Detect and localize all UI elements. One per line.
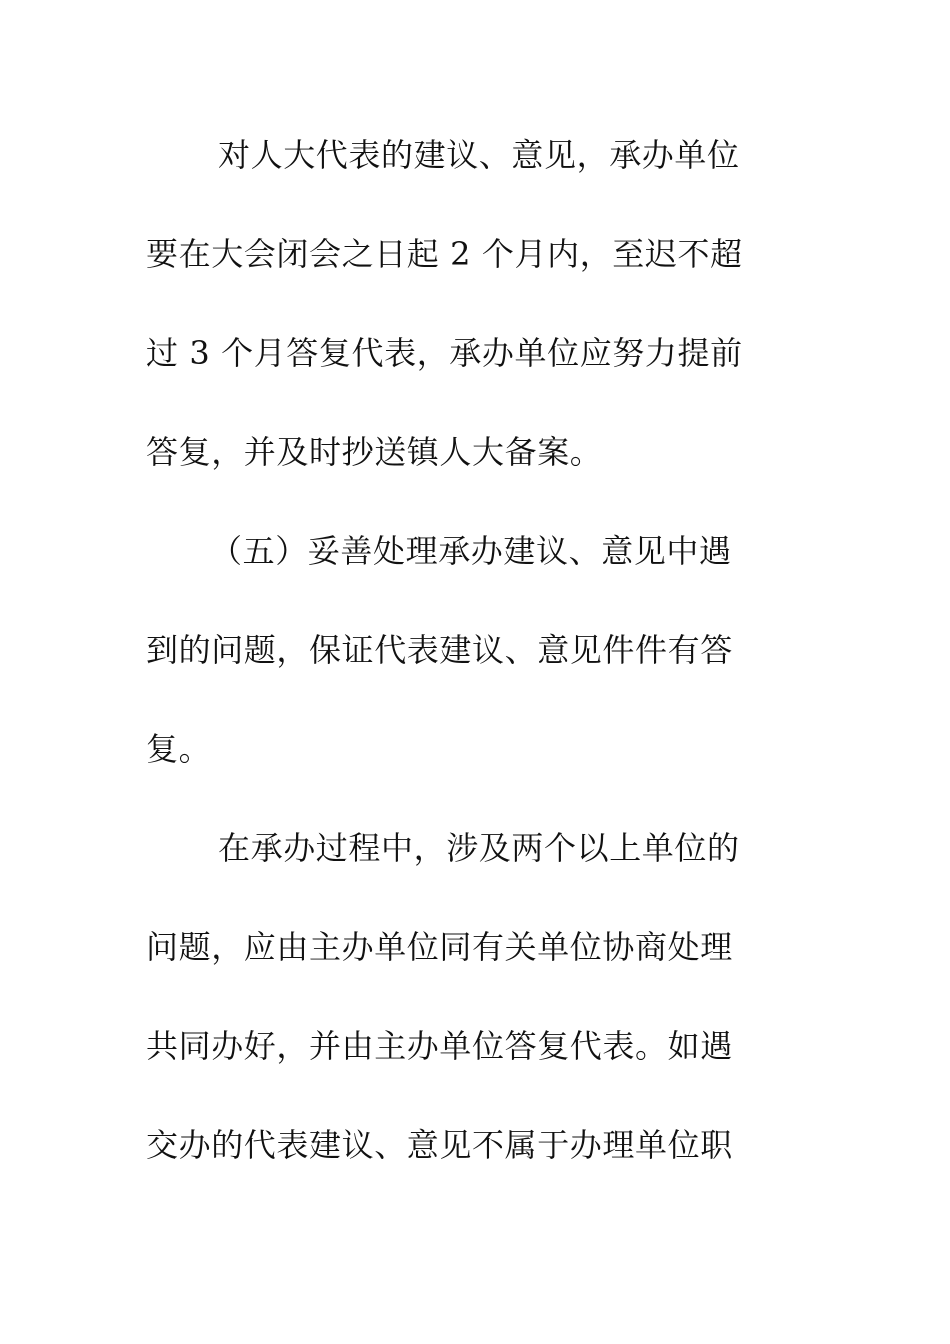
paragraph-line: 对人大代表的建议、意见，承办单位 [218,136,740,174]
paragraph-line: 过 3 个月答复代表，承办单位应努力提前 [146,334,743,372]
section-heading-line: （五）妥善处理承办建议、意见中遇 [210,532,732,570]
paragraph-line: 在承办过程中，涉及两个以上单位的 [218,829,740,867]
paragraph-line: 共同办好，并由主办单位答复代表。如遇 [146,1027,733,1065]
paragraph-line: 复。 [146,730,212,768]
paragraph-line: 交办的代表建议、意见不属于办理单位职 [146,1126,733,1164]
paragraph-line: 问题，应由主办单位同有关单位协商处理 [146,928,733,966]
paragraph-line: 答复，并及时抄送镇人大备案。 [146,433,603,471]
paragraph-line: 要在大会闭会之日起 2 个月内，至迟不超 [146,235,743,273]
paragraph-line: 到的问题，保证代表建议、意见件件有答 [146,631,733,669]
